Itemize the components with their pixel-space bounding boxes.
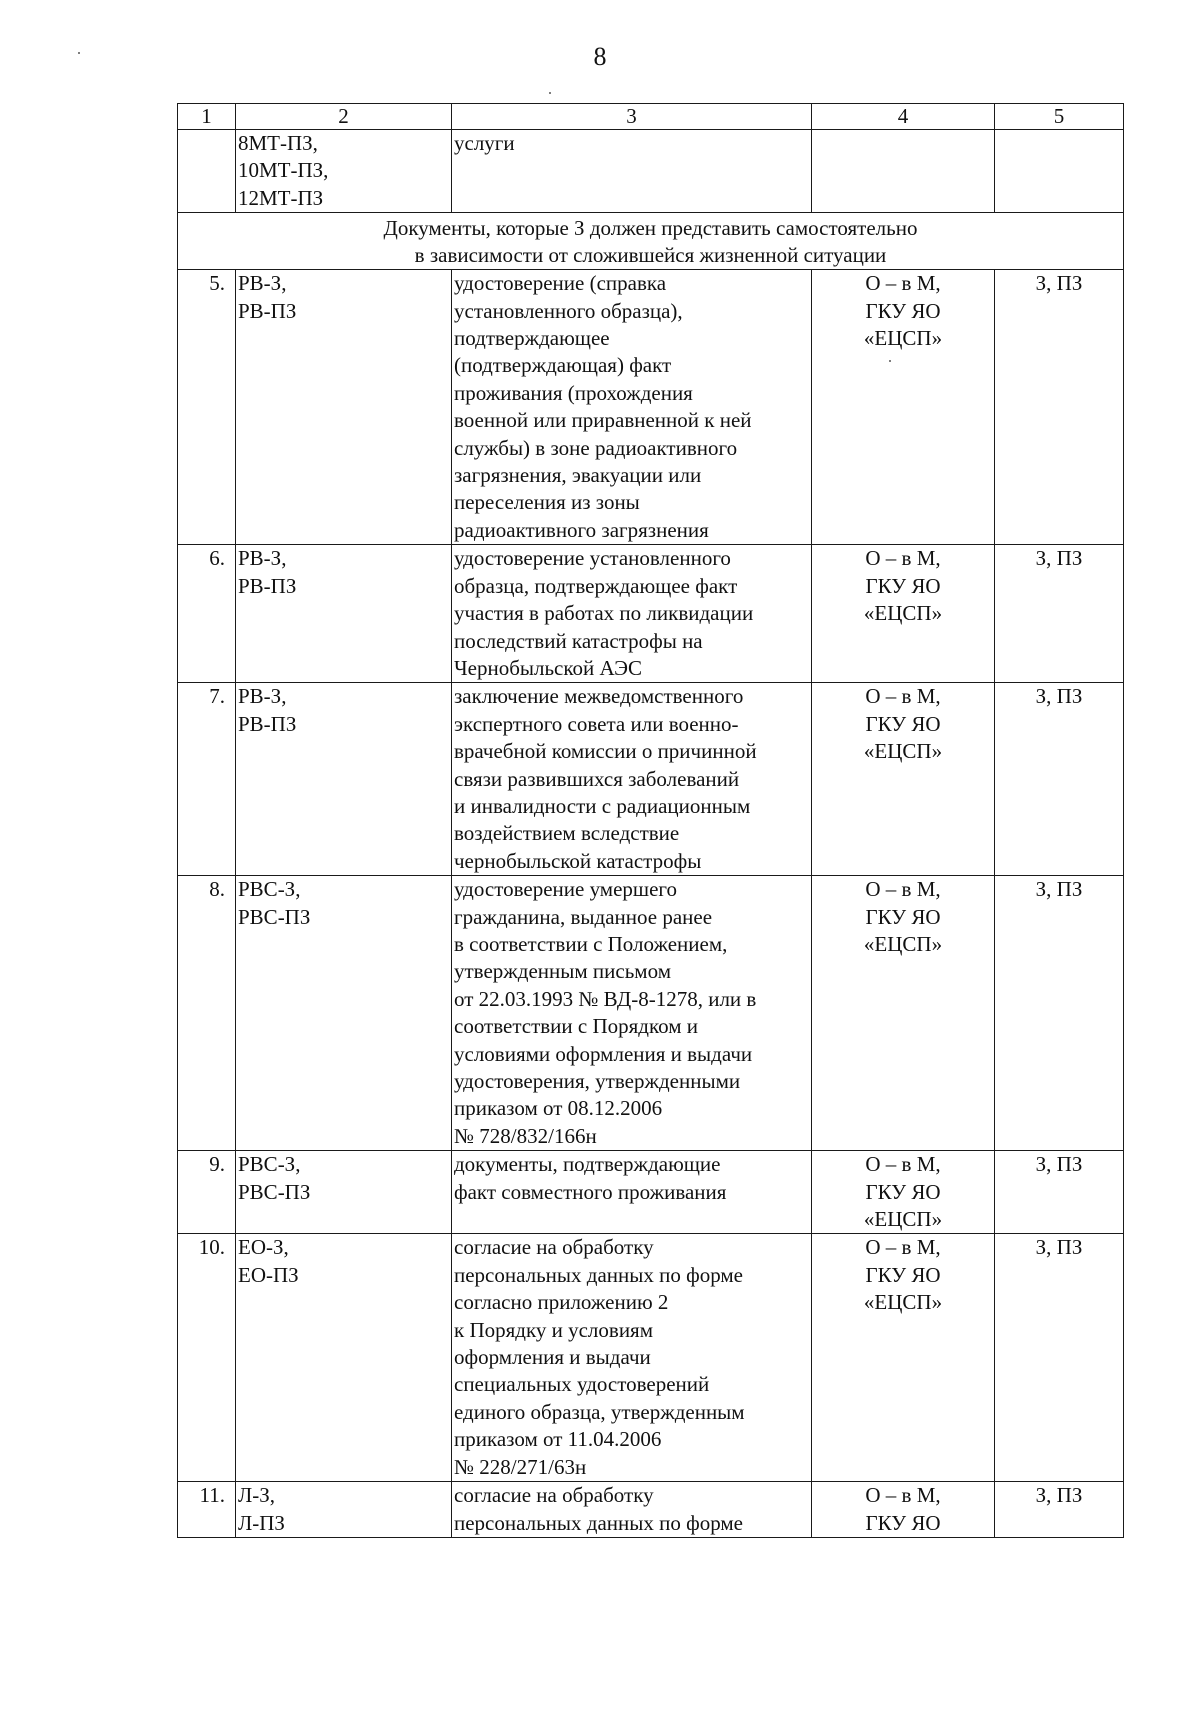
issuing-body: [812, 1482, 995, 1538]
document-name-line: подтверждающее: [454, 326, 610, 351]
document-name-line: персональных данных по форме: [454, 1510, 744, 1535]
document-name: [452, 545, 812, 683]
issuing-body: [812, 130, 995, 213]
column-number: 2: [236, 104, 452, 130]
issuing-body-line: О – в М,: [865, 546, 941, 571]
document-name-line: оформления и выдачи: [454, 1345, 651, 1370]
row-number: 10.: [178, 1234, 236, 1482]
document-name-line: образца, подтверждающее факт: [454, 573, 738, 598]
section-heading-row: [178, 213, 1124, 270]
section-heading-line: в зависимости от сложившейся жизненной ситуации: [414, 243, 887, 268]
column-numbers-row: [178, 104, 1124, 130]
issuing-body-line: ГКУ ЯО: [865, 573, 941, 598]
document-name-line: согласно приложению 2: [454, 1290, 669, 1315]
applicant-codes-line: РВ-ПЗ: [238, 573, 297, 598]
applicant-codes-line: РВ-З,: [238, 271, 287, 296]
table-row: [178, 876, 1124, 1151]
issuing-body-line: «ЕЦСП»: [863, 739, 943, 764]
document-name-line: согласие на обработку: [454, 1235, 654, 1260]
applicant-codes: [236, 545, 452, 683]
scan-speck: [78, 52, 80, 54]
submitter: З, ПЗ: [995, 1151, 1124, 1234]
document-name-line: радиоактивного загрязнения: [454, 517, 709, 542]
row-number: 5.: [178, 270, 236, 545]
document-name-line: в соответствии с Положением,: [454, 931, 728, 956]
document-name-line: факт совместного проживания: [454, 1179, 727, 1204]
document-name-line: персональных данных по форме: [454, 1262, 744, 1287]
issuing-body-line: «ЕЦСП»: [863, 326, 943, 351]
issuing-body-line: «ЕЦСП»: [863, 1207, 943, 1232]
row-number: 6.: [178, 545, 236, 683]
submitter: З, ПЗ: [995, 270, 1124, 545]
issuing-body-line: О – в М,: [865, 1235, 941, 1260]
row-number: 7.: [178, 683, 236, 876]
table-row: [178, 1482, 1124, 1538]
document-name-line: удостоверение умершего: [454, 877, 678, 902]
documents-table-body: [178, 104, 1124, 1538]
documents-table: [177, 103, 1124, 1538]
applicant-codes: [236, 130, 452, 213]
section-heading-line: Документы, которые З должен представить самостоятельно: [383, 216, 918, 241]
column-number: 1: [178, 104, 236, 130]
document-name-line: единого образца, утвержденным: [454, 1399, 745, 1424]
applicant-codes: [236, 1234, 452, 1482]
applicant-codes: [236, 270, 452, 545]
scan-speck: [549, 92, 551, 94]
applicant-codes: [236, 1151, 452, 1234]
applicant-codes-line: 8МТ-ПЗ,: [238, 131, 318, 155]
document-name-line: связи развившихся заболеваний: [454, 766, 740, 791]
document-name-line: проживания (прохождения: [454, 380, 693, 405]
document-name-line: и инвалидности с радиационным: [454, 793, 751, 818]
table-row: [178, 1151, 1124, 1234]
document-name-line: приказом от 08.12.2006: [454, 1096, 663, 1121]
issuing-body-line: ГКУ ЯО: [865, 904, 941, 929]
document-name-line: врачебной комиссии о причинной: [454, 739, 757, 764]
document-name-line: службы) в зоне радиоактивного: [454, 435, 738, 460]
applicant-codes-line: Л-З,: [238, 1483, 276, 1508]
document-name: [452, 876, 812, 1151]
applicant-codes-line: Л-ПЗ: [238, 1510, 285, 1535]
table-row: [178, 683, 1124, 876]
document-name: [452, 1151, 812, 1234]
issuing-body: [812, 876, 995, 1151]
document-name-line: участия в работах по ликвидации: [454, 601, 754, 626]
section-heading: [178, 213, 1124, 270]
table-row-continued: [178, 130, 1124, 213]
document-name-line: специальных удостоверений: [454, 1372, 710, 1397]
submitter: З, ПЗ: [995, 545, 1124, 683]
document-name-line: к Порядку и условиям: [454, 1317, 654, 1342]
applicant-codes-line: РВ-ПЗ: [238, 298, 297, 323]
applicant-codes-line: РВ-З,: [238, 684, 287, 709]
document-name-line: экспертного совета или военно-: [454, 711, 739, 736]
column-number: 3: [452, 104, 812, 130]
applicant-codes-line: РВС-З,: [238, 1152, 301, 1177]
issuing-body: [812, 270, 995, 545]
document-name: [452, 1234, 812, 1482]
issuing-body-line: ГКУ ЯО: [865, 1510, 941, 1535]
document-name-line: № 728/832/166н: [454, 1123, 597, 1148]
document-name-line: документы, подтверждающие: [454, 1152, 721, 1177]
document-name: [452, 1482, 812, 1538]
issuing-body-line: ГКУ ЯО: [865, 1262, 941, 1287]
issuing-body: [812, 1234, 995, 1482]
document-name-line: последствий катастрофы на: [454, 628, 703, 653]
issuing-body-line: ГКУ ЯО: [865, 1179, 941, 1204]
applicant-codes-line: 10МТ-ПЗ,: [238, 158, 329, 183]
issuing-body-line: ГКУ ЯО: [865, 298, 941, 323]
document-name-line: чернобыльской катастрофы: [454, 848, 702, 873]
document-name-line: № 228/271/63н: [454, 1454, 587, 1479]
document-name-line: военной или приравненной к ней: [454, 408, 752, 433]
document-name-line: удостоверение установленного: [454, 546, 731, 571]
issuing-body-line: О – в М,: [865, 1152, 941, 1177]
document-name-line: утвержденным письмом: [454, 959, 671, 984]
issuing-body: [812, 1151, 995, 1234]
document-name-line: установленного образца),: [454, 298, 683, 323]
submitter: [995, 130, 1124, 213]
row-number: 11.: [178, 1482, 236, 1538]
issuing-body: [812, 545, 995, 683]
applicant-codes-line: ЕО-ПЗ: [238, 1262, 299, 1287]
issuing-body-line: О – в М,: [865, 877, 941, 902]
applicant-codes: [236, 683, 452, 876]
issuing-body-line: «ЕЦСП»: [863, 601, 943, 626]
document-name: [452, 130, 812, 213]
document-name-line: соответствии с Порядком и: [454, 1014, 699, 1039]
page-number: 8: [593, 42, 607, 71]
submitter: З, ПЗ: [995, 876, 1124, 1151]
issuing-body-line: О – в М,: [865, 684, 941, 709]
column-number: 4: [812, 104, 995, 130]
applicant-codes-line: РВС-ПЗ: [238, 904, 311, 929]
issuing-body-line: О – в М,: [865, 271, 941, 296]
applicant-codes-line: ЕО-З,: [238, 1235, 289, 1260]
applicant-codes-line: 12МТ-ПЗ: [238, 185, 324, 210]
row-number: 8.: [178, 876, 236, 1151]
column-number: 5: [995, 104, 1124, 130]
document-name-line: удостоверение (справка: [454, 271, 667, 296]
document-name-line: загрязнения, эвакуации или: [454, 463, 702, 488]
applicant-codes: [236, 1482, 452, 1538]
issuing-body-line: ГКУ ЯО: [865, 711, 941, 736]
row-number: 9.: [178, 1151, 236, 1234]
table-row: [178, 270, 1124, 545]
document-name: [452, 270, 812, 545]
row-number: [178, 130, 236, 213]
document-name-line: заключение межведомственного: [454, 684, 744, 709]
document-name-line: услуги: [454, 131, 515, 155]
applicant-codes-line: РВ-ПЗ: [238, 711, 297, 736]
document-name-line: (подтверждающая) факт: [454, 353, 672, 378]
document-name-line: переселения из зоны: [454, 490, 640, 515]
issuing-body-line: О – в М,: [865, 1483, 941, 1508]
document-name-line: приказом от 11.04.2006: [454, 1427, 662, 1452]
document-name-line: от 22.03.1993 № ВД-8-1278, или в: [454, 986, 757, 1011]
document-name-line: гражданина, выданное ранее: [454, 904, 713, 929]
document-name-line: воздействием вследствие: [454, 821, 680, 846]
submitter: З, ПЗ: [995, 1482, 1124, 1538]
applicant-codes: [236, 876, 452, 1151]
applicant-codes-line: РВС-ПЗ: [238, 1179, 311, 1204]
issuing-body-line: «ЕЦСП»: [863, 931, 943, 956]
document-name-line: условиями оформления и выдачи: [454, 1041, 753, 1066]
document-name-line: удостоверения, утвержденными: [454, 1069, 741, 1093]
document-name-line: Чернобыльской АЭС: [454, 655, 643, 680]
applicant-codes-line: РВ-З,: [238, 546, 287, 571]
table-row: [178, 1234, 1124, 1482]
issuing-body-line: «ЕЦСП»: [863, 1290, 943, 1315]
submitter: З, ПЗ: [995, 683, 1124, 876]
applicant-codes-line: РВС-З,: [238, 877, 301, 902]
document-name-line: согласие на обработку: [454, 1483, 654, 1508]
issuing-body: [812, 683, 995, 876]
submitter: З, ПЗ: [995, 1234, 1124, 1482]
document-name: [452, 683, 812, 876]
table-row: [178, 545, 1124, 683]
